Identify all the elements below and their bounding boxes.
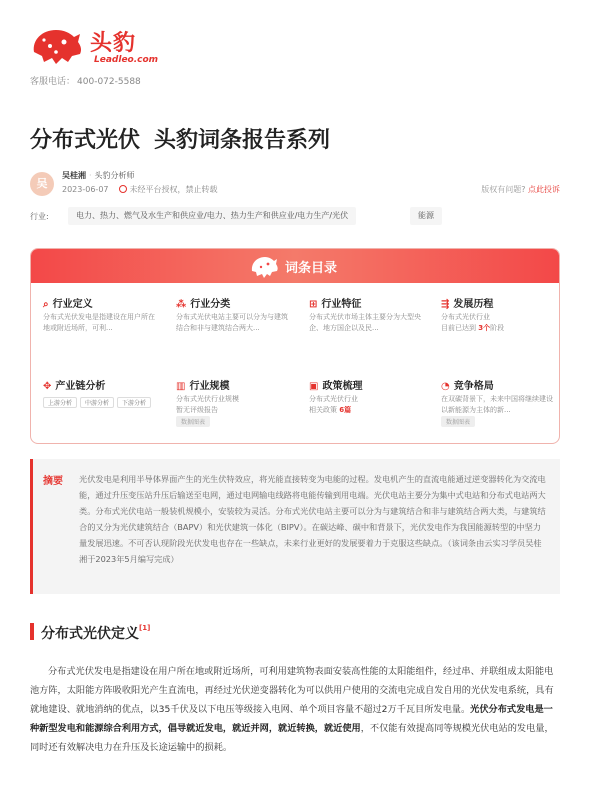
- reference-link[interactable]: [1]: [139, 624, 151, 632]
- policy-icon: ▣: [309, 381, 319, 392]
- catalog-item-competition[interactable]: ◔ 竞争格局 在双碳背景下，未来中国将继续建设以新能源为主体的新... 数据图表: [441, 381, 553, 426]
- leopard-emblem-icon: [249, 253, 279, 279]
- industry-tag[interactable]: 能源: [410, 207, 442, 225]
- catalog-item-history[interactable]: ⇶ 发展历程 分布式光伏行业 目前已达到 3个阶段: [441, 299, 505, 332]
- catalog-item-features[interactable]: ⊞ 行业特征 分布式光伏市场主体主要分为大型央企、地方国企以及民...: [309, 299, 421, 332]
- chip-midstream[interactable]: 中游分析: [80, 397, 114, 408]
- top-strip: [0, 0, 600, 6]
- section-title: 分布式光伏定义[1]: [41, 624, 151, 642]
- chip-downstream[interactable]: 下游分析: [117, 397, 151, 408]
- title-main: 分布式光伏: [30, 128, 141, 153]
- report-area: 版权有问题? 点此投诉: [481, 185, 560, 194]
- industry-label: 行业:: [30, 212, 49, 221]
- section-marker: [30, 623, 34, 640]
- catalog-item-definition[interactable]: ⌕ 行业定义 分布式光伏发电是指建设在用户所在地或附近场所，可利...: [43, 299, 155, 332]
- abstract-label: 摘要: [43, 476, 63, 487]
- avatar: 吴: [30, 172, 54, 196]
- competition-icon: ◔: [441, 381, 450, 392]
- catalog-header: [31, 249, 559, 283]
- author-role: 头豹分析师: [94, 171, 135, 180]
- definition-icon: ⌕: [43, 299, 49, 310]
- classification-icon: ⁂: [176, 299, 187, 310]
- report-link[interactable]: 点此投诉: [528, 185, 560, 194]
- author-line: 吴桂湘 · 头豹分析师: [62, 171, 135, 180]
- title-sub: 头豹词条报告系列: [154, 128, 331, 153]
- meta-line: [62, 184, 218, 195]
- leadleo-logo[interactable]: [28, 22, 159, 70]
- abstract-text: 光伏发电是利用半导体界面产生的光生伏特效应，将光能直接转变为电能的过程。发电机产生的直流电能通过逆变器转化为交流电能，通过升压变压站升压后输送至电网，通过电网输电线路将电能传输到用电端。光伏电站主要分为集中式电站和分布式电站两大类。分布式光伏电站一般装机规模小，安装较为灵活。分布式光伏电站主要可以分为与建筑结合和非与建筑结合两大类，与建筑结合的又分为光伏建筑结合（BAPV）和光伏建筑一体化（BIPV）。在碳达峰、碳中和背景下，光伏发电作为我国能源转型的中坚力量发展迅速。不可否认现阶段光伏发电也存在一些缺点，未来行业更好的发展要着力于克服这些缺点。（该词条由云实习学员吴桂湘于2023年5月编写完成）: [79, 474, 546, 564]
- section-paragraph: 分布式光伏发电是指建设在用户所在地或附近场所，可利用建筑物表面安装高性能的太阳能组件，经过串、并联组成太阳能电池方阵，太阳能方阵吸收阳光产生直流电，再经过光伏逆变器转化为可以供用户使用的交流电完成自发自用的光伏发电系统，具有就地建设、就地消纳的优点，以35千伏及以下电压等级接入电网、单个项目容量不超过2万千瓦目所发电量。光伏分布式发电是一种新型发电和能源综合利用方式，倡导就近发电，就近并网，就近转换，就近使用，不仅能有效提高同等规模光伏电站的发电量，同时还有效解决电力在升压及长途运输中的损耗。: [30, 666, 554, 753]
- copyright-notice: 未经平台授权，禁止转载: [119, 185, 218, 194]
- catalog-box: [30, 248, 560, 444]
- abstract-box: [30, 459, 560, 594]
- catalog-title: 词条目录: [285, 261, 338, 276]
- leopard-logo-icon: [28, 22, 84, 68]
- chain-icon: ✥: [43, 381, 52, 392]
- brand-name-cn: 头豹: [90, 31, 137, 56]
- page-title: [30, 123, 330, 154]
- features-icon: ⊞: [309, 299, 318, 310]
- chip-data-chart[interactable]: 数据图表: [441, 416, 475, 427]
- industry-tag[interactable]: 电力、热力、燃气及水生产和供应业/电力、热力生产和供应业/电力生产/光伏: [68, 207, 356, 225]
- catalog-item-policy[interactable]: ▣ 政策梳理 分布式光伏行业 相关政策 6篇: [309, 381, 363, 414]
- catalog-item-classification[interactable]: ⁂ 行业分类 分布式光伏电站主要可以分为与建筑结合和非与建筑结合两大...: [176, 299, 288, 332]
- publish-date: 2023-06-07: [62, 185, 109, 194]
- hotline: 客服电话： 400-072-5588: [30, 77, 141, 87]
- catalog-item-industry-chain[interactable]: ✥ 产业链分析 上游分析 中游分析 下游分析: [43, 377, 168, 444]
- author-name[interactable]: 吴桂湘: [62, 171, 86, 180]
- scale-icon: ▥: [176, 381, 186, 392]
- chip-data-chart[interactable]: 数据图表: [176, 416, 210, 427]
- chip-upstream[interactable]: 上游分析: [43, 397, 77, 408]
- brand-name-en: Leadleo.com: [94, 55, 159, 65]
- history-icon: ⇶: [441, 299, 450, 310]
- catalog-item-scale[interactable]: ▥ 行业规模 分布式光伏行业规模 暂无评级报告 数据图表: [176, 381, 239, 426]
